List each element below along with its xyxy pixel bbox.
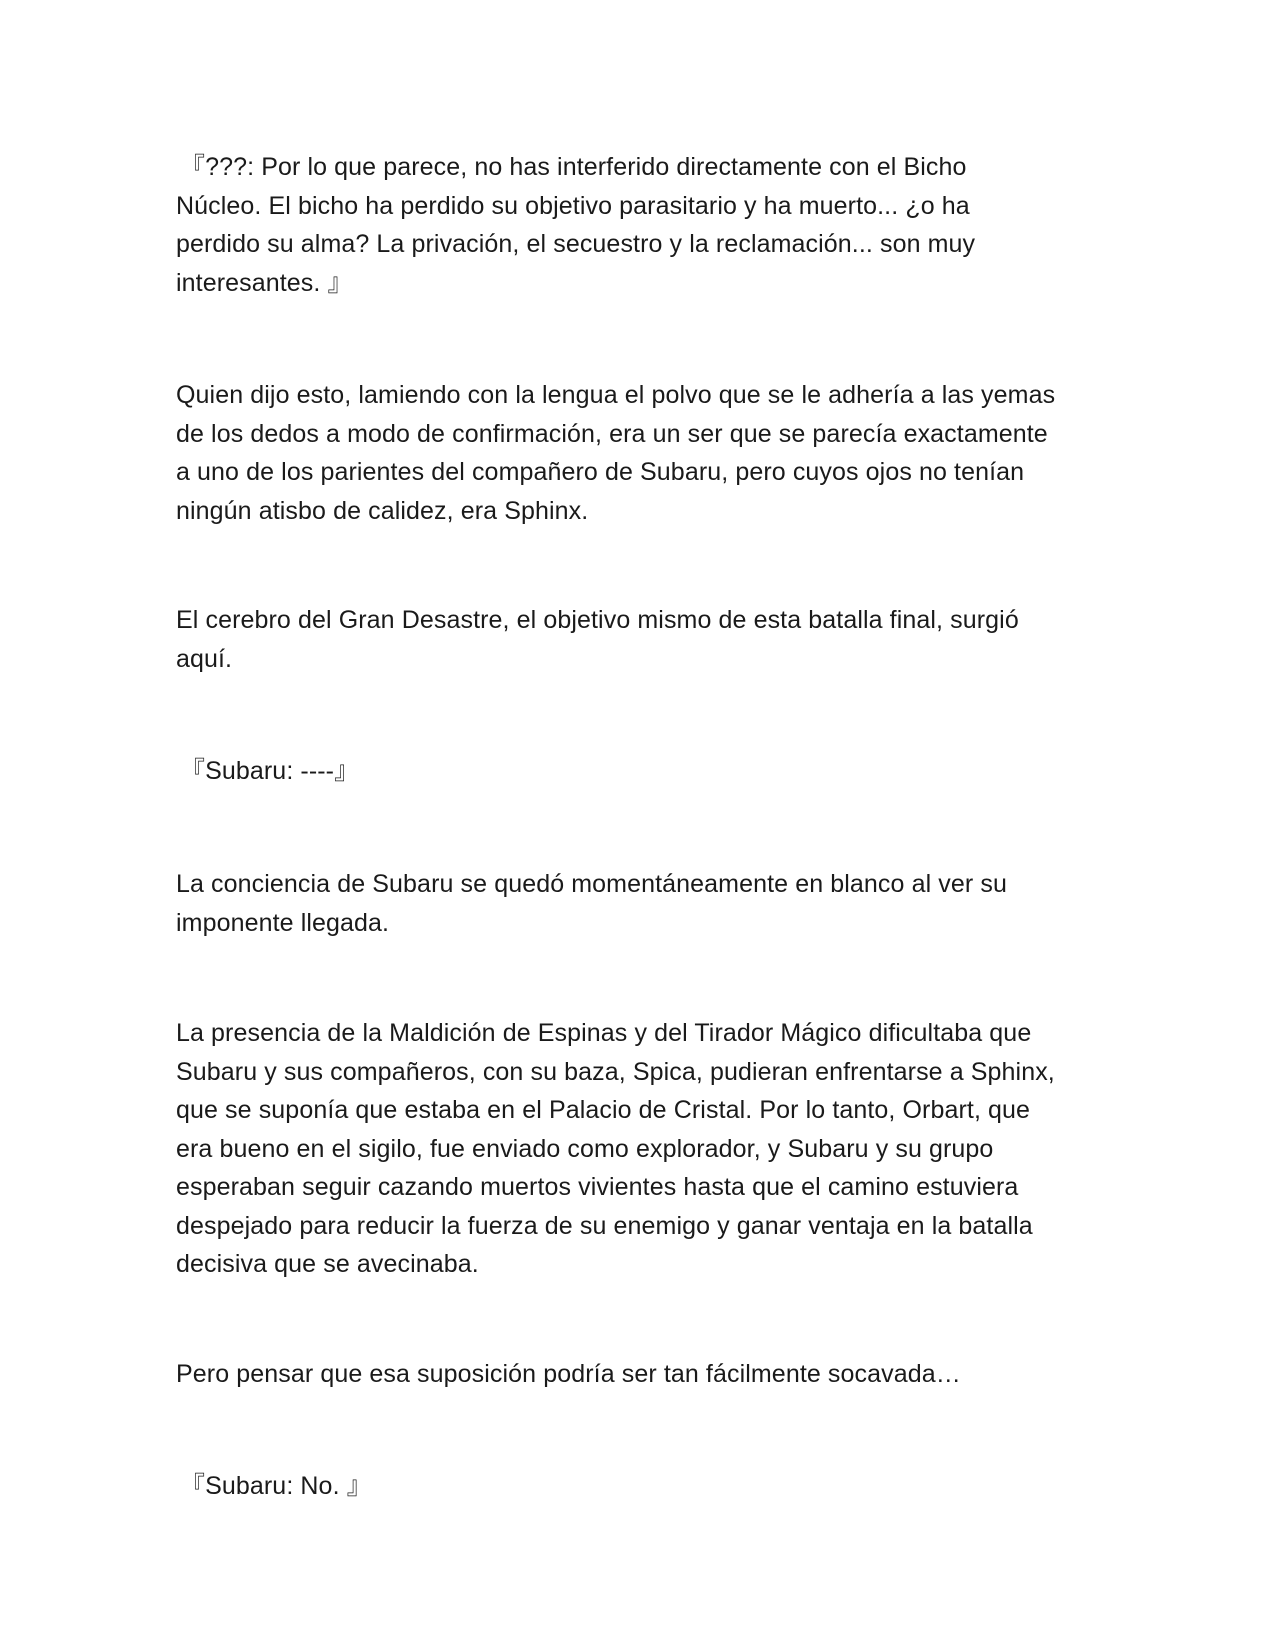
narration-paragraph	[176, 865, 1106, 942]
text-line: aquí.	[176, 644, 233, 673]
text-line: El cerebro del Gran Desastre, el objetivo mismo de esta batalla final, surgió	[176, 606, 1019, 634]
text-line: a uno de los parientes del compañero de Subaru, pero cuyos ojos no tenían	[176, 458, 1025, 486]
text-line: interesantes. 』	[176, 268, 353, 297]
text-line: 『???: Por lo que parece, no has interferido directamente con el Bicho	[180, 153, 967, 181]
narration-paragraph	[176, 1355, 1106, 1394]
text-line: La conciencia de Subaru se quedó momentáneamente en blanco al ver su	[176, 870, 1007, 898]
text-line: perdido su alma? La privación, el secuestro y la reclamación... son muy	[176, 230, 976, 258]
text-line: despejado para reducir la fuerza de su enemigo y ganar ventaja en la batalla	[176, 1211, 1033, 1240]
dialogue-paragraph-subaru	[180, 1467, 1110, 1506]
text-line: Núcleo. El bicho ha perdido su objetivo parasitario y ha muerto... ¿o ha	[176, 191, 970, 220]
text-line: de los dedos a modo de confirmación, era un ser que se parecía exactamente	[176, 419, 1048, 448]
text-line: esperaban seguir cazando muertos vivientes hasta que el camino estuviera	[176, 1173, 1019, 1201]
narration-paragraph	[176, 376, 1106, 530]
text-line: 『Subaru: ----』	[180, 757, 360, 785]
text-line: decisiva que se avecinaba.	[176, 1250, 479, 1278]
text-line: 『Subaru: No. 』	[180, 1472, 372, 1500]
text-line: imponente llegada.	[176, 908, 390, 937]
dialogue-paragraph-subaru	[180, 752, 1110, 791]
text-line: La presencia de la Maldición de Espinas y del Tirador Mágico dificultaba que	[176, 1019, 1032, 1047]
text-line: Quien dijo esto, lamiendo con la lengua el polvo que se le adhería a las yemas	[176, 381, 1056, 409]
text-line: Pero pensar que esa suposición podría ser tan fácilmente socavada…	[176, 1360, 961, 1388]
narration-paragraph	[176, 601, 1106, 678]
text-line: ningún atisbo de calidez, era Sphinx.	[176, 496, 589, 525]
text-line: Subaru y sus compañeros, con su baza, Spica, pudieran enfrentarse a Sphinx,	[176, 1057, 1055, 1086]
text-line: era bueno en el sigilo, fue enviado como explorador, y Subaru y su grupo	[176, 1134, 994, 1163]
dialogue-paragraph-sphinx	[176, 148, 1110, 302]
narration-paragraph	[176, 1014, 1106, 1284]
text-line: que se suponía que estaba en el Palacio de Cristal. Por lo tanto, Orbart, que	[176, 1096, 1031, 1124]
